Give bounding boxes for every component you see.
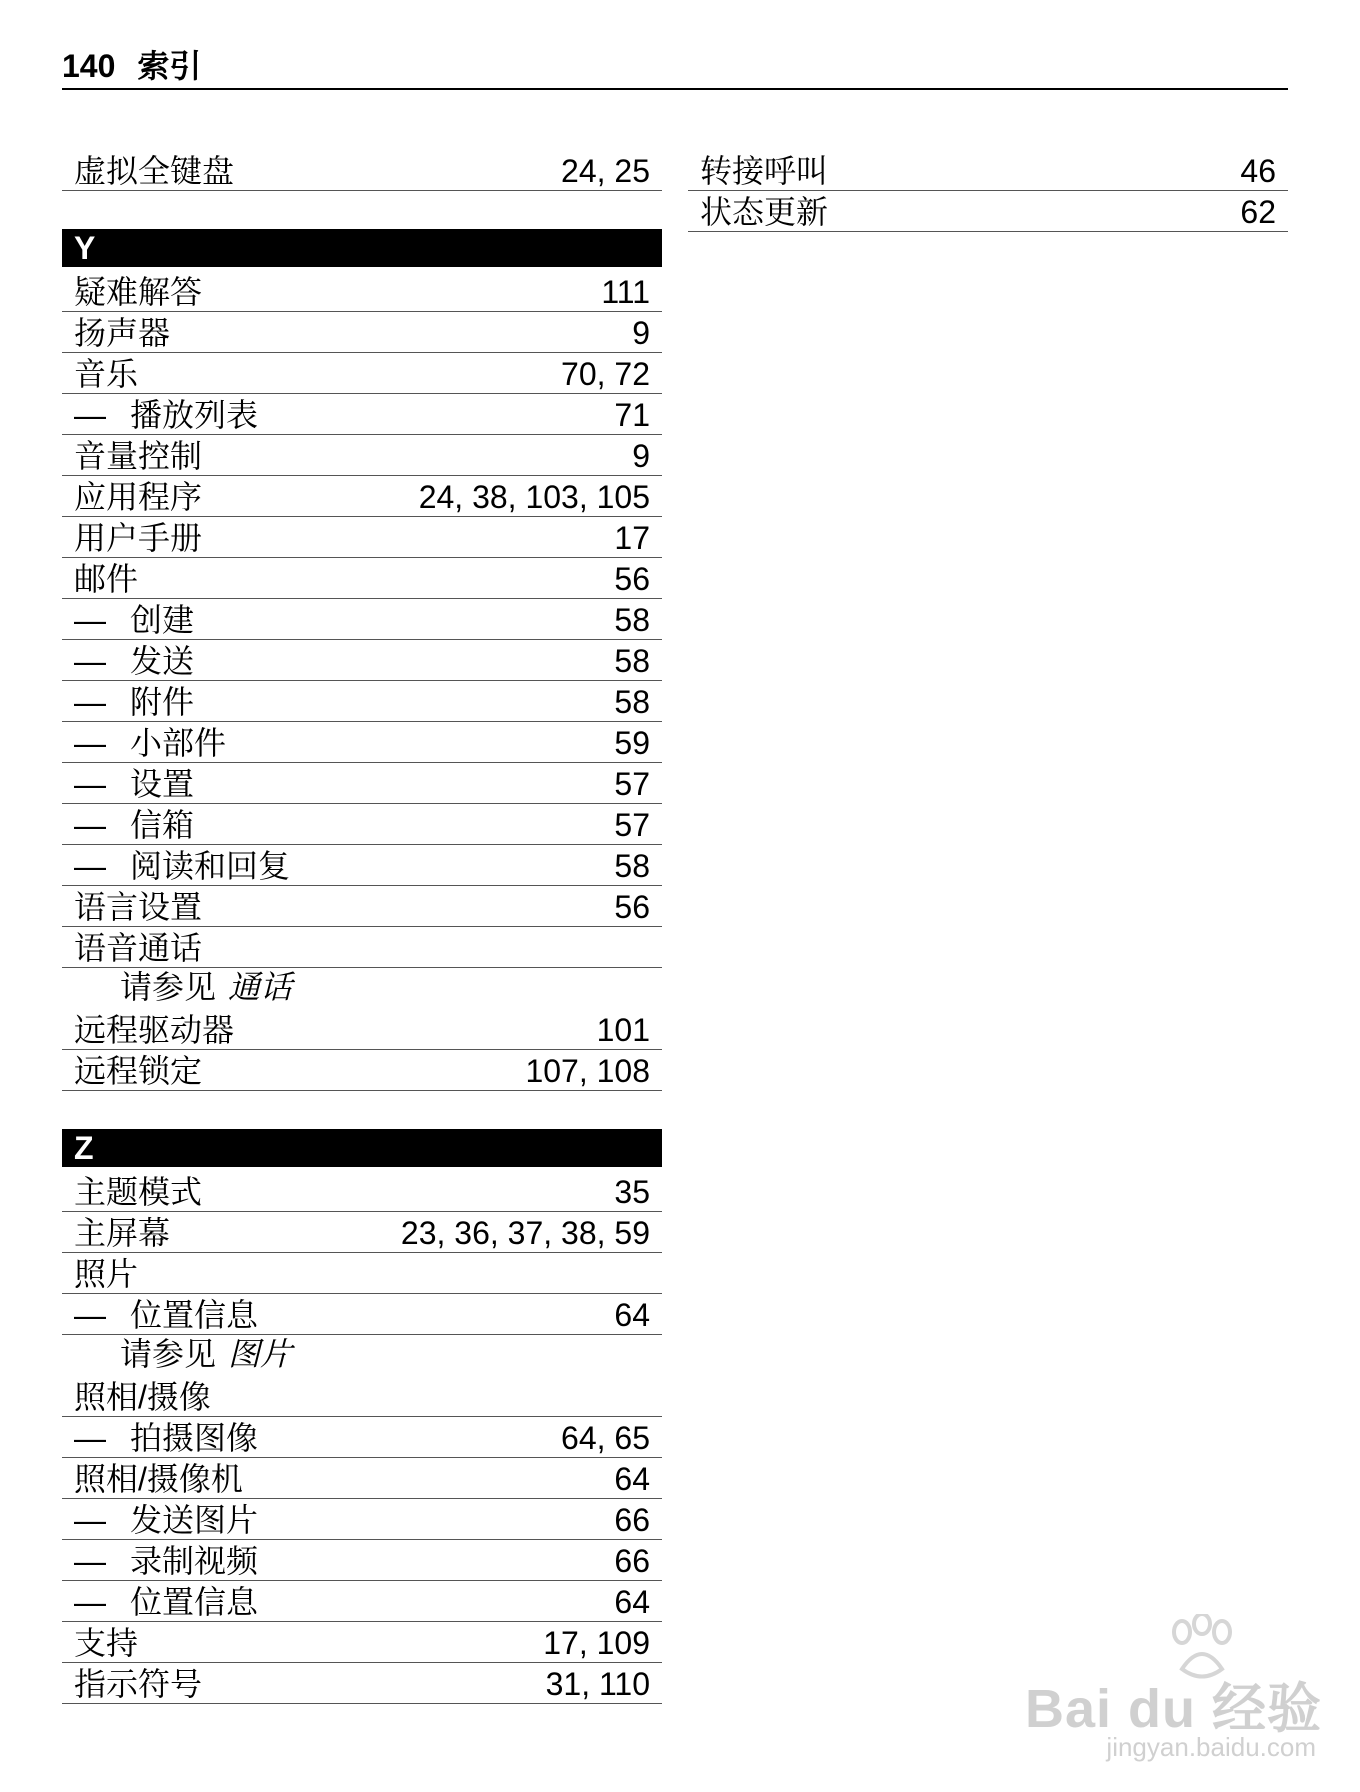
index-term: [74, 1173, 202, 1211]
subentry-dash: —: [74, 1420, 106, 1456]
index-entry: [62, 517, 662, 558]
subentry-dash: —: [74, 602, 106, 638]
index-term-text: 照相/摄像机: [74, 1461, 243, 1497]
index-term: [74, 273, 202, 311]
subentry-dash: —: [74, 807, 106, 843]
index-term-text: 语音通话: [74, 930, 203, 966]
index-term-text: 远程锁定: [74, 1053, 203, 1089]
index-entry: [62, 558, 662, 599]
index-term: [74, 847, 290, 885]
section-letter-y: Y: [62, 229, 662, 267]
index-term: [74, 1583, 258, 1621]
page-header: [62, 44, 1288, 90]
index-term: [74, 1665, 202, 1703]
index-term-text: 照片: [74, 1256, 139, 1292]
index-term: [74, 396, 258, 434]
index-term: [74, 355, 138, 393]
index-column-right: [688, 150, 1288, 232]
index-term: [74, 888, 202, 926]
index-group-z: [62, 1171, 662, 1704]
watermark-brand: Bai du 经验: [1024, 1679, 1322, 1739]
index-subentry: [62, 722, 662, 763]
index-page-numbers: 59: [614, 725, 650, 761]
subentry-dash: —: [74, 1502, 106, 1538]
subentry-dash: —: [74, 1543, 106, 1579]
index-group-pre: [62, 150, 662, 191]
index-column-left: [62, 150, 662, 1704]
index-page-numbers: 9: [632, 315, 650, 351]
index-entry: [62, 1253, 662, 1294]
index-page-numbers: 17: [614, 520, 650, 556]
index-term-text: 扬声器: [74, 315, 171, 351]
index-term: [74, 1624, 138, 1662]
index-entry: [62, 435, 662, 476]
subentry-dash: —: [74, 725, 106, 761]
index-term-text: 状态更新: [700, 194, 829, 230]
index-page-numbers: 17, 109: [543, 1625, 650, 1661]
index-entry: [62, 150, 662, 191]
subentry-dash: —: [74, 766, 106, 802]
index-entry: [62, 476, 662, 517]
index-term-text: 设置: [130, 766, 195, 802]
index-term: [74, 314, 170, 352]
index-entry: [62, 1622, 662, 1663]
index-page-numbers: 58: [614, 643, 650, 679]
index-term: [74, 1011, 234, 1049]
index-subentry: [62, 681, 662, 722]
index-page-numbers: 23, 36, 37, 38, 59: [400, 1215, 650, 1251]
index-term: [74, 806, 194, 844]
index-entry: [62, 927, 662, 968]
index-term: [74, 1501, 258, 1539]
index-term: [74, 1255, 138, 1293]
index-term-text: 语言设置: [74, 889, 203, 925]
baidu-watermark: [1012, 1614, 1332, 1764]
index-term: [700, 193, 828, 231]
index-term-text: 位置信息: [130, 1297, 259, 1333]
index-term: [700, 152, 828, 190]
index-term-text: 应用程序: [74, 479, 203, 515]
index-term-text: 播放列表: [130, 397, 259, 433]
index-term-text: 发送: [130, 643, 195, 679]
index-page-numbers: 107, 108: [525, 1053, 650, 1089]
index-subentry: [62, 1581, 662, 1622]
index-entry: [62, 886, 662, 927]
index-term-text: 音量控制: [74, 438, 203, 474]
index-subentry: [62, 599, 662, 640]
index-term-text: 主题模式: [74, 1174, 203, 1210]
subentry-dash: —: [74, 684, 106, 720]
index-page-numbers: 24, 38, 103, 105: [418, 479, 650, 515]
index-page-numbers: 70, 72: [561, 356, 650, 392]
index-page-numbers: 9: [632, 438, 650, 474]
index-term: [74, 437, 202, 475]
index-entry: [62, 1212, 662, 1253]
index-group-y: [62, 271, 662, 1091]
index-term: [74, 1052, 202, 1090]
index-entry: [688, 150, 1288, 191]
index-term-text: 信箱: [130, 807, 195, 843]
see-also-target: 通话: [228, 969, 293, 1005]
index-subentry: [62, 394, 662, 435]
section-letter-z: Z: [62, 1129, 662, 1167]
index-term-text: 指示符号: [74, 1666, 203, 1702]
index-subentry: [62, 804, 662, 845]
index-subentry: [62, 1417, 662, 1458]
index-entry: [62, 1458, 662, 1499]
index-term: [74, 152, 234, 190]
index-page-numbers: 66: [614, 1502, 650, 1538]
index-term-text: 发送图片: [130, 1502, 259, 1538]
index-term-text: 支持: [74, 1625, 139, 1661]
subentry-dash: —: [74, 1584, 106, 1620]
subentry-dash: —: [74, 397, 106, 433]
index-entry: [62, 1050, 662, 1091]
index-term: [74, 1460, 243, 1498]
index-term: [74, 1542, 258, 1580]
subentry-dash: —: [74, 848, 106, 884]
index-page-numbers: 64: [614, 1297, 650, 1333]
index-term-text: 录制视频: [130, 1543, 259, 1579]
index-subentry: [62, 640, 662, 681]
index-term: [74, 929, 202, 967]
index-term: [74, 724, 226, 762]
index-term-text: 邮件: [74, 561, 139, 597]
index-page-numbers: 57: [614, 766, 650, 802]
index-entry: [62, 312, 662, 353]
index-page-numbers: 71: [614, 397, 650, 433]
index-entry: [688, 191, 1288, 232]
index-page-numbers: 101: [596, 1012, 650, 1048]
index-page-numbers: 66: [614, 1543, 650, 1579]
index-subentry: [62, 1294, 662, 1335]
index-term: [74, 519, 202, 557]
index-page-numbers: 64: [614, 1584, 650, 1620]
index-page-numbers: 56: [614, 561, 650, 597]
index-page-numbers: 64, 65: [561, 1420, 650, 1456]
index-page-numbers: 56: [614, 889, 650, 925]
index-term-text: 小部件: [130, 725, 227, 761]
index-page-numbers: 24, 25: [561, 153, 650, 189]
index-term: [74, 642, 194, 680]
page-title: 索引: [137, 48, 202, 84]
index-term-text: 远程驱动器: [74, 1012, 235, 1048]
index-term-text: 主屏幕: [74, 1215, 171, 1251]
index-group-right: [688, 150, 1288, 232]
index-subentry: [62, 1499, 662, 1540]
index-page-numbers: 111: [601, 274, 650, 310]
index-term-text: 拍摄图像: [130, 1420, 259, 1456]
index-term: [74, 478, 202, 516]
index-term: [74, 1378, 211, 1416]
subentry-dash: —: [74, 643, 106, 679]
page-number: 140: [62, 48, 116, 84]
see-also-reference: [62, 1335, 662, 1376]
index-subentry: [62, 763, 662, 804]
index-term: [74, 1214, 170, 1252]
index-page-numbers: 62: [1240, 194, 1276, 230]
index-page-numbers: 35: [614, 1174, 650, 1210]
index-entry: [62, 1663, 662, 1704]
subentry-dash: —: [74, 1297, 106, 1333]
see-also-label: 请参见: [120, 1336, 217, 1372]
index-term-text: 转接呼叫: [700, 153, 829, 189]
index-entry: [62, 271, 662, 312]
index-term: [74, 1419, 258, 1457]
index-page-numbers: 58: [614, 684, 650, 720]
index-term-text: 照相/摄像: [74, 1379, 211, 1415]
index-subentry: [62, 845, 662, 886]
index-page-numbers: 64: [614, 1461, 650, 1497]
index-entry: [62, 353, 662, 394]
index-term-text: 用户手册: [74, 520, 203, 556]
index-term: [74, 765, 194, 803]
index-entry: [62, 1376, 662, 1417]
index-entry: [62, 1009, 662, 1050]
index-term-text: 疑难解答: [74, 274, 203, 310]
index-term-text: 附件: [130, 684, 195, 720]
see-also-reference: [62, 968, 662, 1009]
index-term: [74, 601, 194, 639]
index-page-numbers: 57: [614, 807, 650, 843]
index-term-text: 位置信息: [130, 1584, 259, 1620]
index-term: [74, 1296, 258, 1334]
index-page-numbers: 46: [1240, 153, 1276, 189]
index-term-text: 阅读和回复: [130, 848, 291, 884]
index-subentry: [62, 1540, 662, 1581]
index-page-numbers: 31, 110: [545, 1666, 650, 1702]
index-term-text: 音乐: [74, 356, 139, 392]
index-page-numbers: 58: [614, 602, 650, 638]
index-term: [74, 683, 194, 721]
watermark-url: jingyan.baidu.com: [1106, 1732, 1316, 1762]
see-also-target: 图片: [228, 1336, 293, 1372]
index-term: [74, 560, 138, 598]
see-also-label: 请参见: [120, 969, 217, 1005]
index-page-numbers: 58: [614, 848, 650, 884]
index-entry: [62, 1171, 662, 1212]
index-term-text: 创建: [130, 602, 195, 638]
index-term-text: 虚拟全键盘: [74, 153, 235, 189]
